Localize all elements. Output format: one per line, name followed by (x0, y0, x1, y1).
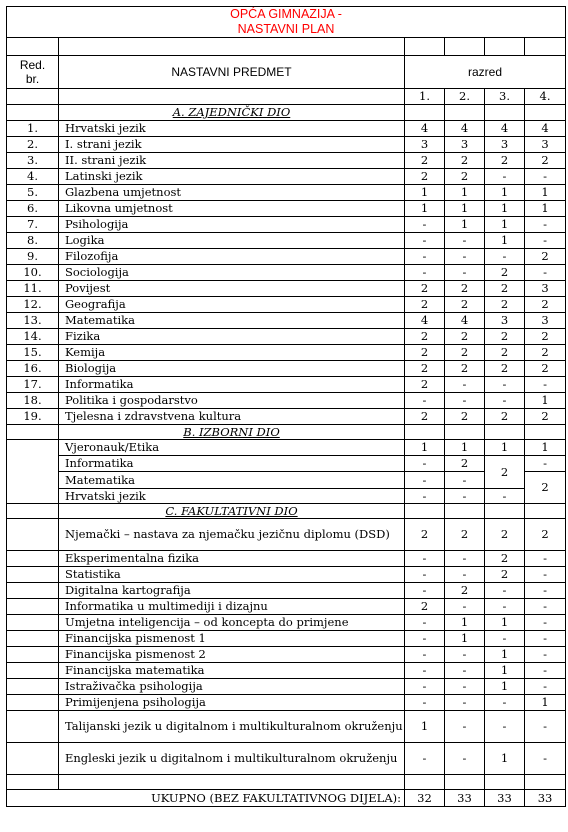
red-br-line-2: br. (25, 72, 40, 86)
subject-name: Informatika (59, 377, 405, 393)
row-number: 2. (7, 137, 59, 153)
hours-cell: 3 (445, 137, 485, 153)
empty-cell (485, 425, 525, 440)
hours-cell: 2 (445, 519, 485, 551)
hours-cell: - (485, 583, 525, 599)
hours-cell: 2 (405, 599, 445, 615)
hours-cell: 2 (485, 361, 525, 377)
empty-cell (445, 504, 485, 519)
row-number (7, 663, 59, 679)
hours-cell: 2 (445, 329, 485, 345)
subject-name: Statistika (59, 567, 405, 583)
hours-cell: - (405, 217, 445, 233)
hours-cell: - (445, 743, 485, 775)
hours-cell: - (405, 393, 445, 409)
subject-name: Matematika (59, 313, 405, 329)
empty-cell (525, 775, 566, 790)
row-number (7, 679, 59, 695)
empty-cell (7, 440, 59, 504)
empty-cell (7, 425, 59, 440)
hours-cell: - (405, 647, 445, 663)
hours-cell: - (485, 377, 525, 393)
hours-cell: - (525, 663, 566, 679)
row-number: 13. (7, 313, 59, 329)
row-number (7, 631, 59, 647)
row-number: 7. (7, 217, 59, 233)
row-number (7, 743, 59, 775)
subject-name: Njemački – nastava za njemačku jezičnu diplomu (DSD) (59, 519, 405, 551)
hours-cell: - (445, 711, 485, 743)
subject-name: Informatika (59, 456, 405, 472)
red-br-line-1: Red. (19, 58, 46, 72)
hours-cell: - (445, 472, 485, 489)
hours-cell: 1 (405, 440, 445, 456)
hours-cell: - (525, 583, 566, 599)
hours-cell: - (405, 551, 445, 567)
hours-cell: 2 (485, 281, 525, 297)
grade-header: 3. (485, 89, 525, 105)
hours-cell: 1 (485, 743, 525, 775)
hours-cell: 2 (525, 519, 566, 551)
hours-cell: 1 (405, 201, 445, 217)
table-row (7, 249, 566, 265)
subject-column-header: NASTAVNI PREDMET (59, 56, 405, 89)
section-b-label: B. IZBORNI DIO (183, 424, 280, 439)
hours-cell: - (405, 631, 445, 647)
subject-name: Kemija (59, 345, 405, 361)
hours-cell: - (405, 615, 445, 631)
row-number (7, 711, 59, 743)
hours-cell: 1 (525, 393, 566, 409)
hours-cell: 1 (445, 440, 485, 456)
hours-cell: - (525, 233, 566, 249)
hours-cell: 2 (445, 169, 485, 185)
hours-cell: 2 (485, 551, 525, 567)
total-cell: 33 (445, 790, 485, 807)
hours-cell: - (445, 551, 485, 567)
section-c-heading (59, 504, 405, 519)
table-row (7, 583, 566, 599)
hours-cell: - (485, 489, 525, 504)
hours-cell: 2 (405, 345, 445, 361)
row-number: 9. (7, 249, 59, 265)
table-row (7, 393, 566, 409)
section-c-label: C. FAKULTATIVNI DIO (165, 503, 298, 518)
subject-name: Sociologija (59, 265, 405, 281)
hours-cell: - (525, 377, 566, 393)
hours-cell: - (525, 567, 566, 583)
table-row (7, 711, 566, 743)
hours-cell-merged: 2 (485, 456, 525, 489)
row-number: 19. (7, 409, 59, 425)
subject-name: Eksperimentalna fizika (59, 551, 405, 567)
hours-cell: - (525, 679, 566, 695)
table-row (7, 361, 566, 377)
table-row (7, 615, 566, 631)
hours-cell: 1 (485, 440, 525, 456)
hours-cell: 2 (525, 297, 566, 313)
row-number: 14. (7, 329, 59, 345)
hours-cell: 1 (485, 201, 525, 217)
hours-cell: - (445, 393, 485, 409)
empty-cell (7, 775, 59, 790)
hours-cell: 2 (445, 153, 485, 169)
hours-cell: 2 (485, 297, 525, 313)
title-line-1: OPĆA GIMNAZIJA - (230, 7, 342, 21)
row-number (7, 567, 59, 583)
table-row (7, 329, 566, 345)
subject-name: Psihologija (59, 217, 405, 233)
hours-cell: 2 (405, 153, 445, 169)
hours-cell: 3 (485, 313, 525, 329)
row-number: 15. (7, 345, 59, 361)
hours-cell: 2 (445, 281, 485, 297)
hours-cell: - (405, 583, 445, 599)
empty-cell (405, 425, 445, 440)
row-number (7, 519, 59, 551)
table-row (7, 631, 566, 647)
hours-cell: 4 (445, 121, 485, 137)
table-row (7, 519, 566, 551)
hours-cell: 1 (445, 185, 485, 201)
hours-cell: 4 (485, 121, 525, 137)
hours-cell: - (405, 679, 445, 695)
hours-cell: 2 (525, 329, 566, 345)
hours-cell: - (405, 249, 445, 265)
red-br-header (7, 56, 59, 89)
hours-cell: 1 (525, 440, 566, 456)
hours-cell: - (525, 599, 566, 615)
row-number: 18. (7, 393, 59, 409)
hours-cell: 1 (485, 679, 525, 695)
hours-cell: - (405, 663, 445, 679)
table-row (7, 313, 566, 329)
table-row (7, 567, 566, 583)
hours-cell: 2 (405, 377, 445, 393)
subject-name: Likovna umjetnost (59, 201, 405, 217)
hours-cell: 4 (405, 121, 445, 137)
hours-cell: 1 (445, 217, 485, 233)
empty-cell (59, 38, 405, 56)
hours-cell: 2 (525, 409, 566, 425)
hours-cell: - (525, 217, 566, 233)
hours-cell: - (525, 647, 566, 663)
empty-cell (59, 775, 405, 790)
hours-cell: 2 (445, 583, 485, 599)
subject-name: Tjelesna i zdravstvena kultura (59, 409, 405, 425)
subject-name: Istraživačka psihologija (59, 679, 405, 695)
hours-cell: - (445, 695, 485, 711)
section-b-heading (59, 425, 405, 440)
hours-cell: 1 (525, 185, 566, 201)
subject-name: Matematika (59, 472, 405, 489)
hours-cell: - (405, 489, 445, 504)
hours-cell: 2 (445, 409, 485, 425)
subject-name: Logika (59, 233, 405, 249)
hours-cell: 1 (445, 631, 485, 647)
hours-cell: 2 (525, 249, 566, 265)
table-row (7, 185, 566, 201)
empty-cell (59, 89, 405, 105)
hours-cell: 2 (485, 409, 525, 425)
hours-cell: - (445, 663, 485, 679)
grade-header: 2. (445, 89, 485, 105)
hours-cell: 2 (525, 361, 566, 377)
row-number (7, 551, 59, 567)
hours-cell: 3 (405, 137, 445, 153)
subject-name: Digitalna kartografija (59, 583, 405, 599)
hours-cell: 2 (445, 297, 485, 313)
row-number: 16. (7, 361, 59, 377)
hours-cell: 2 (405, 409, 445, 425)
section-a-heading (59, 105, 405, 121)
subject-name: Umjetna inteligencija – od koncepta do primjene (59, 615, 405, 631)
hours-cell: - (525, 551, 566, 567)
hours-cell: - (445, 567, 485, 583)
hours-cell: 2 (485, 265, 525, 281)
table-row (7, 409, 566, 425)
empty-cell (445, 38, 485, 56)
subject-name: Talijanski jezik u digitalnom i multikulturalnom okruženju (59, 711, 405, 743)
empty-cell (485, 38, 525, 56)
row-number: 6. (7, 201, 59, 217)
plan-title (7, 7, 566, 38)
hours-cell: - (485, 393, 525, 409)
empty-cell (7, 89, 59, 105)
hours-cell: - (525, 743, 566, 775)
subject-name: Povijest (59, 281, 405, 297)
table-row (7, 679, 566, 695)
hours-cell: - (405, 233, 445, 249)
row-number: 5. (7, 185, 59, 201)
empty-cell (525, 425, 566, 440)
hours-cell: 1 (485, 233, 525, 249)
hours-cell: 3 (525, 281, 566, 297)
hours-cell: - (525, 631, 566, 647)
grade-header: 1. (405, 89, 445, 105)
row-number (7, 695, 59, 711)
subject-name: Financijska pismenost 1 (59, 631, 405, 647)
hours-cell-merged: 2 (525, 472, 566, 504)
empty-cell (485, 504, 525, 519)
empty-cell (485, 775, 525, 790)
table-row (7, 281, 566, 297)
table-row (7, 153, 566, 169)
hours-cell: 2 (405, 297, 445, 313)
hours-cell: 2 (485, 567, 525, 583)
hours-cell: - (485, 169, 525, 185)
row-number: 1. (7, 121, 59, 137)
hours-cell: - (525, 711, 566, 743)
hours-cell: 4 (405, 313, 445, 329)
hours-cell: 2 (485, 329, 525, 345)
empty-cell (525, 504, 566, 519)
hours-cell: 2 (405, 281, 445, 297)
hours-cell: - (405, 472, 445, 489)
hours-cell: - (445, 489, 485, 504)
hours-cell: 2 (405, 329, 445, 345)
hours-cell: - (405, 456, 445, 472)
hours-cell: - (485, 599, 525, 615)
table-row (7, 297, 566, 313)
table-row (7, 169, 566, 185)
table-row (7, 551, 566, 567)
hours-cell: 2 (485, 519, 525, 551)
empty-cell (405, 504, 445, 519)
hours-cell: 1 (445, 201, 485, 217)
hours-cell: - (405, 265, 445, 281)
hours-cell: - (405, 743, 445, 775)
hours-cell: 1 (485, 615, 525, 631)
hours-cell: - (445, 599, 485, 615)
razred-header: razred (405, 56, 566, 89)
empty-cell (445, 775, 485, 790)
empty-cell (485, 105, 525, 121)
table-row (7, 377, 566, 393)
grade-header: 4. (525, 89, 566, 105)
hours-cell: 2 (445, 345, 485, 361)
hours-cell: 1 (485, 647, 525, 663)
hours-cell: - (445, 647, 485, 663)
hours-cell: 2 (405, 361, 445, 377)
hours-cell: 3 (525, 313, 566, 329)
row-number (7, 647, 59, 663)
subject-name: Glazbena umjetnost (59, 185, 405, 201)
table-row (7, 743, 566, 775)
hours-cell: - (405, 567, 445, 583)
hours-cell: - (525, 169, 566, 185)
hours-cell: 2 (405, 169, 445, 185)
hours-cell: 1 (405, 711, 445, 743)
table-row (7, 647, 566, 663)
subject-name: Engleski jezik u digitalnom i multikulturalnom okruženju (59, 743, 405, 775)
hours-cell: - (405, 695, 445, 711)
empty-cell (405, 775, 445, 790)
hours-cell: - (445, 377, 485, 393)
table-row (7, 233, 566, 249)
row-number: 17. (7, 377, 59, 393)
hours-cell: 3 (525, 137, 566, 153)
row-number: 11. (7, 281, 59, 297)
hours-cell: 1 (485, 217, 525, 233)
section-a-label: A. ZAJEDNIČKI DIO (172, 105, 291, 119)
subject-name: Hrvatski jezik (59, 121, 405, 137)
hours-cell: - (485, 249, 525, 265)
hours-cell: - (445, 233, 485, 249)
title-line-2: NASTAVNI PLAN (237, 22, 335, 36)
total-label: UKUPNO (BEZ FAKULTATIVNOG DIJELA): (7, 790, 405, 807)
row-number (7, 599, 59, 615)
hours-cell: 2 (525, 345, 566, 361)
row-number: 12. (7, 297, 59, 313)
empty-cell (525, 38, 566, 56)
hours-cell: - (485, 711, 525, 743)
hours-cell: - (525, 456, 566, 472)
empty-cell (445, 425, 485, 440)
hours-cell: - (445, 249, 485, 265)
row-number (7, 615, 59, 631)
row-number: 10. (7, 265, 59, 281)
row-number: 4. (7, 169, 59, 185)
subject-name: Primijenjena psihologija (59, 695, 405, 711)
hours-cell: 4 (525, 121, 566, 137)
subject-name: II. strani jezik (59, 153, 405, 169)
row-number (7, 583, 59, 599)
empty-cell (405, 38, 445, 56)
hours-cell: 1 (405, 185, 445, 201)
hours-cell: - (445, 679, 485, 695)
empty-cell (7, 105, 59, 121)
subject-name: I. strani jezik (59, 137, 405, 153)
table-row (7, 265, 566, 281)
subject-name: Financijska matematika (59, 663, 405, 679)
table-row (7, 663, 566, 679)
subject-name: Informatika u multimediji i dizajnu (59, 599, 405, 615)
hours-cell: 2 (445, 361, 485, 377)
subject-name: Politika i gospodarstvo (59, 393, 405, 409)
subject-name: Fizika (59, 329, 405, 345)
subject-name: Latinski jezik (59, 169, 405, 185)
table-row (7, 695, 566, 711)
hours-cell: 1 (525, 201, 566, 217)
hours-cell: - (525, 265, 566, 281)
hours-cell: 2 (445, 456, 485, 472)
table-row (7, 599, 566, 615)
hours-cell: 2 (485, 153, 525, 169)
row-number: 8. (7, 233, 59, 249)
empty-cell (405, 105, 445, 121)
subject-name: Financijska pismenost 2 (59, 647, 405, 663)
hours-cell: - (445, 265, 485, 281)
empty-cell (7, 504, 59, 519)
total-cell: 33 (525, 790, 566, 807)
total-cell: 33 (485, 790, 525, 807)
hours-cell: - (525, 615, 566, 631)
empty-cell (445, 105, 485, 121)
subject-name: Biologija (59, 361, 405, 377)
hours-cell: 1 (485, 185, 525, 201)
hours-cell: 1 (525, 695, 566, 711)
curriculum-table (6, 6, 566, 807)
empty-cell (525, 105, 566, 121)
empty-cell (7, 38, 59, 56)
hours-cell: - (485, 631, 525, 647)
table-row (7, 217, 566, 233)
hours-cell: 3 (485, 137, 525, 153)
table-row (7, 137, 566, 153)
hours-cell: - (485, 695, 525, 711)
table-row (7, 201, 566, 217)
subject-name: Vjeronauk/Etika (59, 440, 405, 456)
hours-cell: 1 (485, 663, 525, 679)
hours-cell: 4 (445, 313, 485, 329)
hours-cell: 2 (485, 345, 525, 361)
hours-cell: 2 (525, 153, 566, 169)
subject-name: Filozofija (59, 249, 405, 265)
row-number: 3. (7, 153, 59, 169)
hours-cell: 1 (445, 615, 485, 631)
total-cell: 32 (405, 790, 445, 807)
table-row (7, 345, 566, 361)
subject-name: Geografija (59, 297, 405, 313)
subject-name: Hrvatski jezik (59, 489, 405, 504)
hours-cell: 2 (405, 519, 445, 551)
table-row (7, 121, 566, 137)
